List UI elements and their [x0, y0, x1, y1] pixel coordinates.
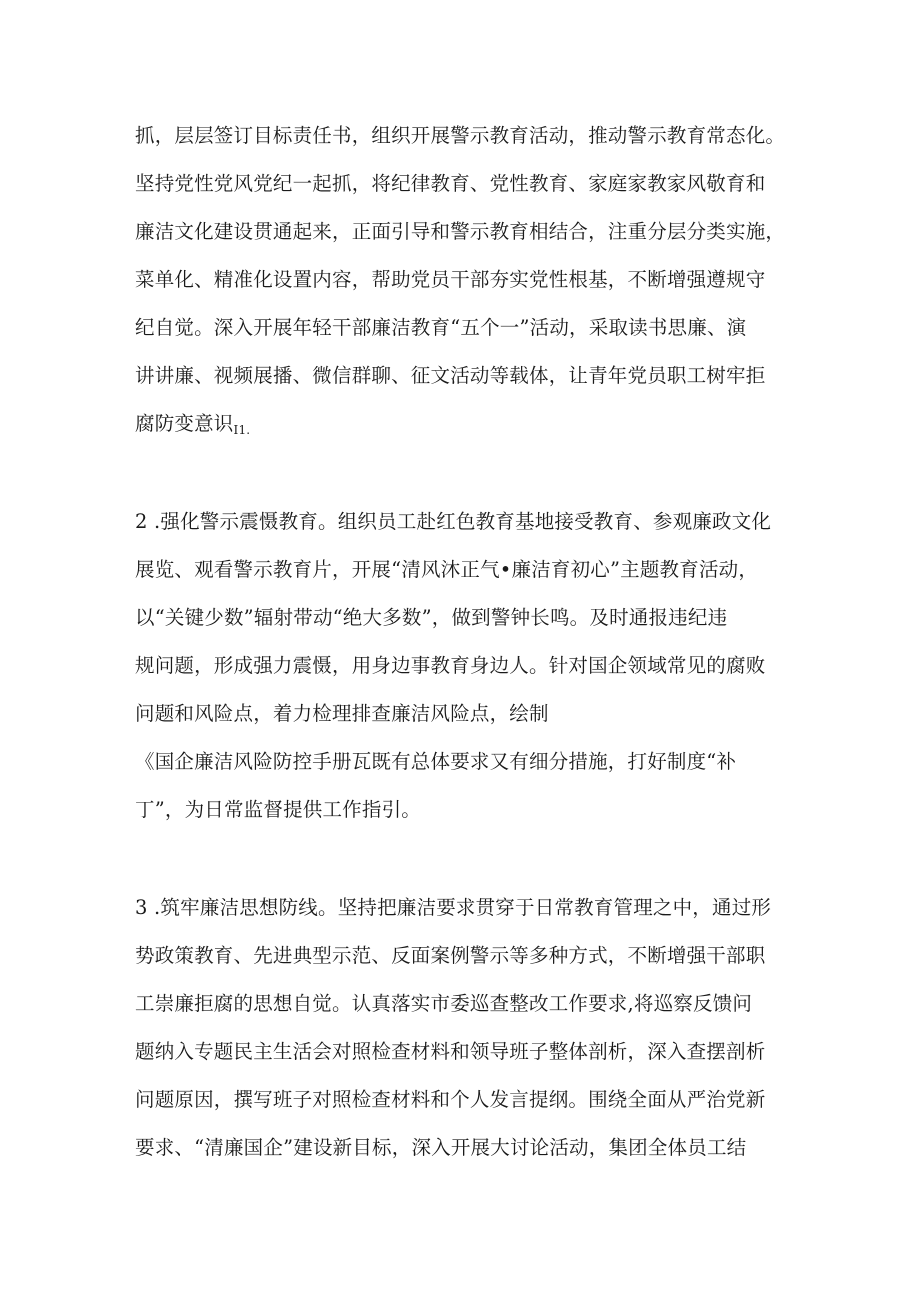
text-line: 问题原因，撰写班子对照检查材料和个人发言提纲。围绕全面从严治党新 [135, 1088, 766, 1111]
footnote-marker: I1. [233, 423, 251, 437]
text-line-last [135, 400, 795, 448]
text-line: 规问题，形成强力震慑，用身边事教育身边人。针对国企领域常见的腐败 [135, 654, 766, 677]
paragraph-ideological-defense [135, 884, 795, 1172]
text-line: 坚持党性党风党纪一起抓，将纪律教育、党性教育、家庭家教家风敬育和 [135, 172, 766, 195]
text-line: 3 .筑牢廉洁思想防线。坚持把廉洁要求贯穿于日常教育管理之中，通过形 [135, 896, 772, 919]
text-line: 题纳入专题民主生活会对照检查材料和领导班子整体剖析，深入查摆剖析 [135, 1040, 766, 1063]
text-line: 廉洁文化建设贯通起来，正面引导和警示教育相结合，注重分层分类实施， [135, 220, 786, 243]
text-line: 讲讲廉、视频展播、微信群聊、征文活动等载体，让青年党员职工树牢拒 [135, 364, 766, 387]
text-line-content: 腐防变意识 [135, 412, 234, 435]
text-line: 抓，层层签订目标责任书，组织开展警示教育活动，推动警示教育常态化。 [135, 124, 786, 147]
text-line: 《国企廉洁风险防控手册瓦既有总体要求又有细分措施，打好制度“补 [135, 750, 737, 773]
text-line: 2 .强化警示震慑教育。组织员工赴红色教育基地接受教育、参观廉政文化 [135, 510, 772, 533]
text-line: 要求、“清廉国企”建设新目标，深入开展大讨论活动，集团全体员工结 [135, 1136, 747, 1159]
text-line: 纪自觉。深入开展年轻干部廉洁教育“五个一”活动，采取读书思廉、演 [135, 316, 747, 339]
text-line: 展览、观看警示教育片，开展“清风沐正气•廉洁育初心”主题教育活动， [135, 558, 759, 581]
text-line: 菜单化、精准化设置内容，帮助党员干部夯实党性根基，不断增强遵规守 [135, 268, 766, 291]
text-line: 势政策教育、先进典型示范、反面案例警示等多种方式，不断增强干部职 [135, 944, 766, 967]
text-line: 问题和风险点，着力检理排查廉洁风险点，绘制 [135, 702, 549, 725]
text-line: 工崇廉拒腐的思想自觉。认真落实市委巡查整改工作要求,将巡察反馈问 [135, 992, 753, 1015]
text-line: 丁”，为日常监督提供工作指引。 [135, 798, 421, 821]
text-line: 以“关键少数”辐射带动“绝大多数”，做到警钟长鸣。及时通报违纪违 [135, 606, 728, 629]
paragraph-education-continuation [135, 112, 795, 448]
paragraph-warning-education [135, 498, 795, 834]
